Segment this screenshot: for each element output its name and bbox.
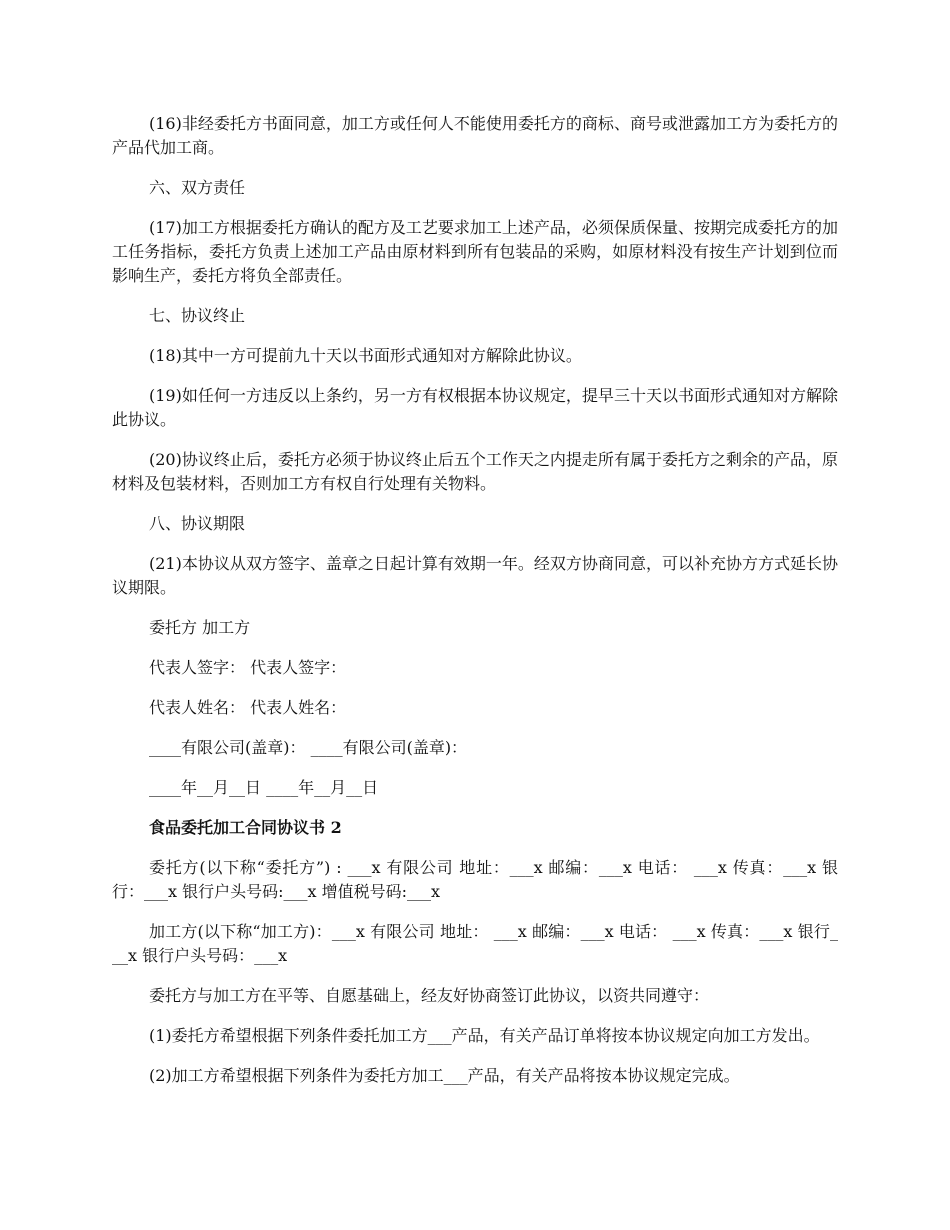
- signature-rep-sign: 代表人签字： 代表人签字：: [149, 658, 347, 677]
- processor-party-info: 加工方(以下称“加工方)：___x 有限公司 地址： ___x 邮编：___x 电话： ___x 传真：___x 银行___x 银行户头号码：___x: [112, 922, 838, 965]
- document-page: [112, 112, 838, 1104]
- section-heading-responsibilities: 六、双方责任: [149, 178, 246, 197]
- clause-18: (18)其中一方可提前九十天以书面形式通知对方解除此协议。: [149, 346, 582, 365]
- clause-19: (19)如任何一方违反以上条约，另一方有权根据本协议规定，提早三十天以书面形式通知对方解除此协议。: [112, 386, 838, 429]
- clause-17: (17)加工方根据委托方确认的配方及工艺要求加工上述产品，必须保质保量、按期完成委托方的加工任务指标，委托方负责上述加工产品由原材料到所有包装品的采购，如原材料没有按生产计划到位而影响生产，委托方将负全部责任。: [112, 218, 838, 285]
- signature-rep-name: 代表人姓名： 代表人姓名：: [149, 698, 347, 717]
- section-heading-term: 八、协议期限: [149, 514, 246, 533]
- preamble: 委托方与加工方在平等、自愿基础上，经友好协商签订此协议，以资共同遵守：: [149, 986, 710, 1005]
- clause-20: (20)协议终止后，委托方必须于协议终止后五个工作天之内提走所有属于委托方之剩余的产品，原材料及包装材料，否则加工方有权自行处理有关物料。: [112, 450, 838, 493]
- clause-16: (16)非经委托方书面同意，加工方或任何人不能使用委托方的商标、商号或泄露加工方为委托方的产品代加工商。: [112, 114, 838, 157]
- clause-21: (21)本协议从双方签字、盖章之日起计算有效期一年。经双方协商同意，可以补充协方方式延长协议期限。: [112, 554, 838, 597]
- signature-company-seal: ____有限公司(盖章)： ____有限公司(盖章)：: [149, 738, 468, 757]
- signature-date: ____年__月__日 ____年__月__日: [149, 778, 379, 797]
- clause-1: (1)委托方希望根据下列条件委托加工方___产品，有关产品订单将按本协议规定向加工方发出。: [149, 1026, 820, 1045]
- contract-2-title: 食品委托加工合同协议书 2: [149, 818, 342, 837]
- section-heading-termination: 七、协议终止: [149, 306, 246, 325]
- client-party-info: 委托方(以下称“委托方”) : ___x 有限公司 地址：___x 邮编：___x 电话： ___x 传真：___x 银行：___x 银行户头号码:___x 增值税号码:___x: [112, 858, 838, 901]
- signature-parties: 委托方 加工方: [149, 618, 251, 637]
- clause-2: (2)加工方希望根据下列条件为委托方加工___产品，有关产品将按本协议规定完成。: [149, 1066, 740, 1085]
